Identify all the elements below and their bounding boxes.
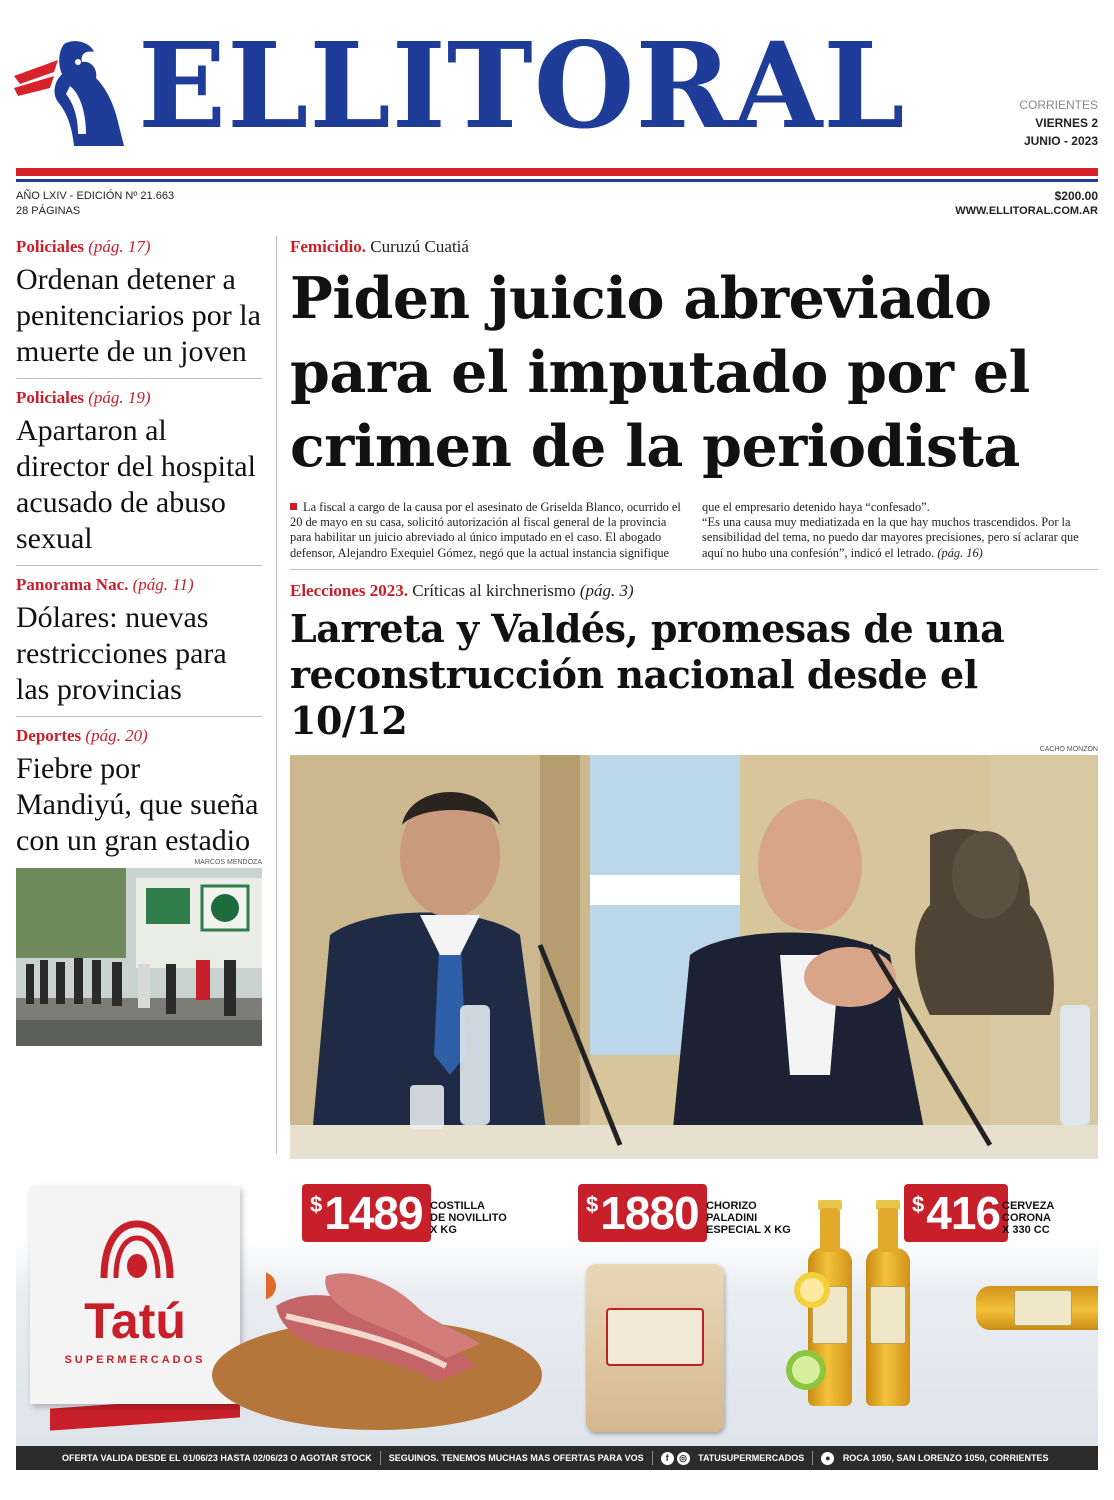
dateline-day: VIERNES 2 xyxy=(1035,116,1098,130)
dateline-city: CORRIENTES xyxy=(1019,98,1098,112)
beef-ribs-image xyxy=(266,1266,486,1386)
main-story-kicker xyxy=(290,236,1098,258)
social-handle[interactable] xyxy=(653,1446,813,1470)
supermarket-ad[interactable] xyxy=(16,1170,1098,1470)
second-story-kicker xyxy=(290,580,1098,602)
brief-kicker xyxy=(16,725,262,747)
tatu-brand-name: Tatú xyxy=(84,1293,186,1349)
brief-kicker xyxy=(16,236,262,258)
brief-item[interactable] xyxy=(16,387,262,566)
currency-symbol: $ xyxy=(310,1192,323,1217)
stadium-queue-illustration xyxy=(16,868,262,1046)
main-story-section: Femicidio. xyxy=(290,237,367,256)
bullet-icon xyxy=(290,503,297,510)
main-story-divider xyxy=(290,569,1098,570)
main-story-headline[interactable]: Piden juicio abreviado para el imputado por el crimen de la periodista xyxy=(290,265,1030,480)
store-address-text: ROCA 1050, SAN LORENZO 1050, CORRIENTES xyxy=(842,1453,1049,1463)
cover-price: $200.00 xyxy=(1054,189,1098,203)
masthead-red-rule xyxy=(16,168,1098,176)
lede-page-ref: (pág. 16) xyxy=(937,545,983,560)
price-value: 416 xyxy=(926,1187,1000,1239)
main-photo-credit: CACHO MONZÓN xyxy=(1039,745,1098,753)
brief-headline[interactable]: Fiebre por Mandiyú, que sueña con un gran estadio xyxy=(16,752,259,857)
instagram-icon[interactable]: ◎ xyxy=(677,1452,690,1465)
page-count: 28 PÁGINAS xyxy=(16,205,81,217)
brief-section: Deportes xyxy=(16,726,82,745)
price-value: 1880 xyxy=(600,1187,699,1239)
product-label-costilla xyxy=(430,1200,507,1236)
brief-section: Policiales xyxy=(16,237,84,256)
second-story-section: Elecciones 2023. xyxy=(290,580,409,600)
lede-column-left xyxy=(290,500,686,561)
column-divider xyxy=(276,236,277,1154)
product-line: X KG xyxy=(430,1224,457,1236)
product-line: ESPECIAL X KG xyxy=(706,1224,791,1236)
product-line: X 330 CC xyxy=(1002,1224,1050,1236)
chorizo-package-label xyxy=(606,1308,704,1366)
product-line: DE NOVILLITO xyxy=(430,1212,507,1224)
brief-page-ref: (pág. 19) xyxy=(88,388,151,407)
ad-footer-bar xyxy=(16,1446,1098,1470)
second-story-page-ref: (pág. 3) xyxy=(579,580,634,600)
masthead xyxy=(0,0,1114,185)
follow-us-text: SEGUINOS. TENEMOS MUCHAS MAS OFERTAS PARA VOS xyxy=(388,1453,644,1463)
main-story-location: Curuzú Cuatiá xyxy=(370,237,469,256)
beer-bottle-lying-image xyxy=(976,1286,1098,1330)
tatu-brand-subtitle: SUPERMERCADOS xyxy=(64,1354,206,1366)
brief-kicker xyxy=(16,574,262,596)
rooster-logo-icon xyxy=(14,38,132,150)
press-conference-photo[interactable] xyxy=(290,755,1098,1159)
brief-page-ref: (pág. 20) xyxy=(85,726,148,745)
second-story-subtitle: Críticas al kirchnerismo xyxy=(412,580,576,600)
store-address xyxy=(813,1446,1056,1470)
currency-symbol: $ xyxy=(912,1192,925,1217)
lede-column-right xyxy=(702,500,1098,561)
product-label-cerveza xyxy=(1002,1200,1054,1236)
product-line: COSTILLA xyxy=(430,1200,485,1212)
offer-validity: OFERTA VALIDA DESDE EL 01/06/23 HASTA 02/06/23 O AGOTAR STOCK xyxy=(62,1453,372,1463)
masthead-blue-rule xyxy=(16,179,1098,182)
edition-line: AÑO LXIV - EDICIÓN Nº 21.663 xyxy=(16,190,175,202)
brief-item[interactable] xyxy=(16,574,262,717)
main-section xyxy=(290,236,1098,1159)
lede-right-text-1: que el empresario detenido haya “confesado”. xyxy=(702,500,930,514)
beer-bottle-image xyxy=(866,1248,910,1406)
social-handle-text: TATUSUPERMERCADOS xyxy=(698,1453,805,1463)
second-story-headline[interactable]: Larreta y Valdés, promesas de una reconstrucción nacional desde el 10/12 xyxy=(290,605,1005,743)
lede-left-text: La fiscal a cargo de la causa por el asesinato de Griselda Blanco, ocurrido el 20 de mayo en su casa, solicitó autorización al fiscal general de la provincia para habilitar un juicio abreviado al único imputado en el caso. El abogado defensor, Alejandro Exequiel Gómez, negó que la actual instancia signifique xyxy=(290,500,681,560)
facebook-icon[interactable]: f xyxy=(661,1452,674,1465)
brief-item[interactable] xyxy=(16,236,262,379)
small-photo-credit: MARCOS MENDOZA xyxy=(194,859,262,866)
tatu-brand-card[interactable] xyxy=(30,1186,240,1404)
main-story-lede xyxy=(290,500,1098,561)
product-line: CERVEZA xyxy=(1002,1200,1055,1212)
newspaper-logo[interactable]: ELLITORAL xyxy=(138,16,906,155)
brief-section: Policiales xyxy=(16,388,84,407)
chorizo-package-image xyxy=(586,1264,724,1432)
stadium-queue-photo[interactable] xyxy=(16,868,262,1046)
currency-symbol: $ xyxy=(586,1192,599,1217)
dateline xyxy=(1019,96,1098,150)
briefs-column xyxy=(16,236,262,1046)
brief-section: Panorama Nac. xyxy=(16,575,129,594)
product-label-chorizo xyxy=(706,1200,791,1236)
product-line: CHORIZO xyxy=(706,1200,757,1212)
press-conference-illustration xyxy=(290,755,1098,1159)
location-pin-icon: ● xyxy=(821,1452,834,1465)
price-info xyxy=(955,189,1098,219)
edition-info xyxy=(16,189,174,219)
brief-headline[interactable]: Ordenan detener a penitenciarios por la muerte de un joven xyxy=(16,263,261,368)
price-tag-costilla xyxy=(302,1184,431,1242)
brief-page-ref: (pág. 11) xyxy=(132,575,194,594)
brief-headline[interactable]: Apartaron al director del hospital acusado de abuso sexual xyxy=(16,414,256,555)
brief-page-ref: (pág. 17) xyxy=(88,237,151,256)
brief-headline[interactable]: Dólares: nuevas restricciones para las provincias xyxy=(16,601,227,706)
price-tag-chorizo xyxy=(578,1184,707,1242)
product-line: PALADINI xyxy=(706,1212,758,1224)
price-value: 1489 xyxy=(324,1187,423,1239)
lime-slice-icon xyxy=(784,1348,828,1392)
lede-right-text-2: “Es una causa muy mediatizada en la que hay muchos trascendidos. Por la sensibilidad del tema, no puedo dar mayores precisiones, pero sí aclarar que aquí no hubo una confesión”, indicó el letrado. xyxy=(702,515,1079,560)
product-line: CORONA xyxy=(1002,1212,1051,1224)
brief-kicker xyxy=(16,387,262,409)
armadillo-icon xyxy=(100,1220,174,1280)
website-link[interactable]: WWW.ELLITORAL.COM.AR xyxy=(955,205,1098,217)
dateline-month-year: JUNIO - 2023 xyxy=(1023,134,1098,148)
lemon-slice-icon xyxy=(792,1270,832,1310)
price-tag-cerveza xyxy=(904,1184,1008,1242)
brief-item[interactable] xyxy=(16,725,262,859)
